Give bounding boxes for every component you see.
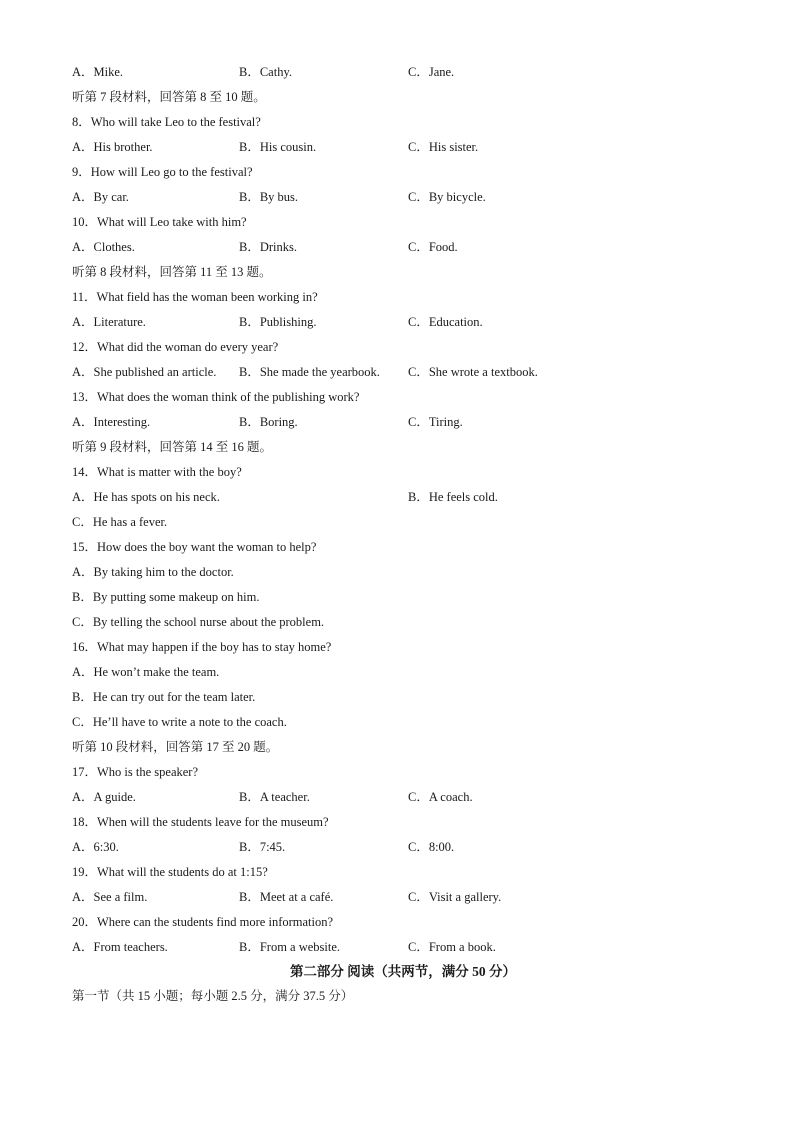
option-row xyxy=(0,560,794,585)
answer-option: B．By bus. xyxy=(239,190,299,204)
answer-option: B．Meet at a café. xyxy=(239,890,334,904)
answer-option: B．From a website. xyxy=(239,940,341,954)
answer-option: A．He won’t make the team. xyxy=(72,665,220,679)
question-stem: 10．What will Leo take with him? xyxy=(72,215,247,229)
answer-option: C．His sister. xyxy=(408,140,479,154)
answer-option: B．Drinks. xyxy=(239,240,297,254)
answer-option: A．Mike. xyxy=(72,65,124,79)
question-stem: 13．What does the woman think of the publishing work? xyxy=(72,390,360,404)
question-stem: 18．When will the students leave for the museum? xyxy=(72,815,329,829)
answer-option: B．He can try out for the team later. xyxy=(72,690,256,704)
answer-option: C．Education. xyxy=(408,315,483,329)
question-stem: 17．Who is the speaker? xyxy=(72,765,199,779)
answer-option: C．From a book. xyxy=(408,940,496,954)
answer-option: A．He has spots on his neck. xyxy=(72,490,220,504)
option-row xyxy=(0,660,794,685)
answer-option: C．He’ll have to write a note to the coach. xyxy=(72,715,287,729)
option-row xyxy=(0,485,794,510)
answer-option: A．See a film. xyxy=(72,890,148,904)
question-list xyxy=(0,60,794,960)
answer-option: B．He feels cold. xyxy=(408,490,498,504)
option-row xyxy=(0,710,794,735)
answer-option: A．A guide. xyxy=(72,790,136,804)
answer-option: C．By bicycle. xyxy=(408,190,486,204)
answer-option: A．By car. xyxy=(72,190,129,204)
question-stem: 14．What is matter with the boy? xyxy=(72,465,242,479)
question-stem: 11．What field has the woman been working in? xyxy=(72,290,318,304)
option-row xyxy=(0,785,794,810)
question-stem: 9．How will Leo go to the festival? xyxy=(72,165,253,179)
option-row xyxy=(0,685,794,710)
answer-option: A．Interesting. xyxy=(72,415,151,429)
option-row xyxy=(0,360,794,385)
option-row xyxy=(0,185,794,210)
option-row xyxy=(0,585,794,610)
answer-option: C．8:00. xyxy=(408,840,455,854)
exam-page xyxy=(0,60,794,1009)
option-row xyxy=(0,310,794,335)
answer-option: B．She made the yearbook. xyxy=(239,365,380,379)
section-instruction: 听第 9 段材料，回答第 14 至 16 题。 xyxy=(72,440,273,454)
option-row xyxy=(0,885,794,910)
option-row xyxy=(0,235,794,260)
question-stem: 19．What will the students do at 1:15? xyxy=(72,865,268,879)
answer-option: A．His brother. xyxy=(72,140,153,154)
answer-option: B．Cathy. xyxy=(239,65,293,79)
question-stem: 8．Who will take Leo to the festival? xyxy=(72,115,261,129)
answer-option: C．Jane. xyxy=(408,65,455,79)
question-stem: 20．Where can the students find more information? xyxy=(72,915,334,929)
answer-option: C．She wrote a textbook. xyxy=(408,365,538,379)
section-instruction: 听第 8 段材料，回答第 11 至 13 题。 xyxy=(72,265,272,279)
option-row xyxy=(0,835,794,860)
answer-option: A．Clothes. xyxy=(72,240,135,254)
answer-option: B．7:45. xyxy=(239,840,286,854)
option-row xyxy=(0,510,794,535)
answer-option: C．A coach. xyxy=(408,790,473,804)
section-instruction: 听第 7 段材料，回答第 8 至 10 题。 xyxy=(72,90,266,104)
question-stem: 16．What may happen if the boy has to stay home? xyxy=(72,640,332,654)
option-row xyxy=(0,610,794,635)
option-row xyxy=(0,60,794,85)
option-row xyxy=(0,410,794,435)
option-row xyxy=(0,135,794,160)
question-stem: 15．How does the boy want the woman to help? xyxy=(72,540,317,554)
option-row xyxy=(0,935,794,960)
answer-option: B．Boring. xyxy=(239,415,298,429)
answer-option: A．By taking him to the doctor. xyxy=(72,565,234,579)
answer-option: C．Tiring. xyxy=(408,415,463,429)
part-two-title: 第二部分 阅读（共两节，满分 50 分） xyxy=(289,964,517,979)
answer-option: B．By putting some makeup on him. xyxy=(72,590,260,604)
answer-option: B．A teacher. xyxy=(239,790,310,804)
answer-option: C．Food. xyxy=(408,240,458,254)
answer-option: A．6:30. xyxy=(72,840,119,854)
answer-option: C．Visit a gallery. xyxy=(408,890,502,904)
answer-option: A．From teachers. xyxy=(72,940,168,954)
question-stem: 12．What did the woman do every year? xyxy=(72,340,279,354)
section-instruction: 听第 10 段材料，回答第 17 至 20 题。 xyxy=(72,740,279,754)
answer-option: B．Publishing. xyxy=(239,315,317,329)
section-one-heading: 第一节（共 15 小题；每小题 2.5 分，满分 37.5 分） xyxy=(72,989,354,1003)
answer-option: A．Literature. xyxy=(72,315,146,329)
answer-option: C．He has a fever. xyxy=(72,515,168,529)
answer-option: B．His cousin. xyxy=(239,140,317,154)
answer-option: C．By telling the school nurse about the problem. xyxy=(72,615,325,629)
answer-option: A．She published an article. xyxy=(72,365,217,379)
